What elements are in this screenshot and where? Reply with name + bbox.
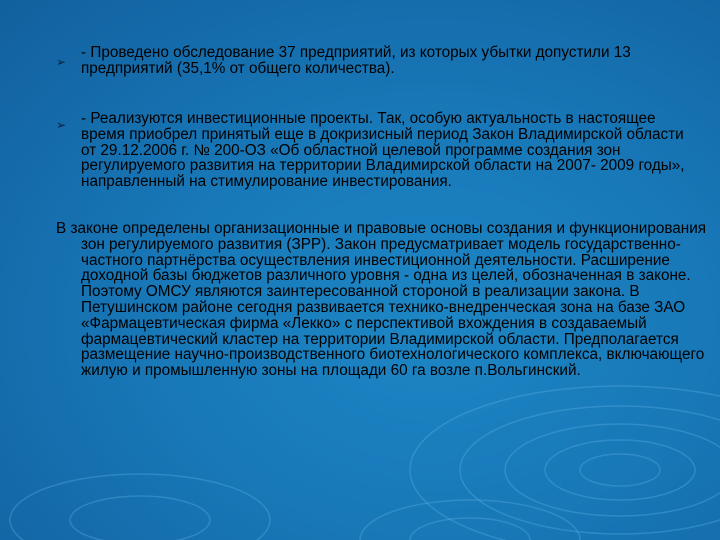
arrow-bullet-icon: ➢ [56,118,67,132]
paragraph-investment-projects: - Реализуются инвестиционные проекты. Так, особую актуальность в настоящее время приобрел принятый еще в докризисный период Закон Владимирской области от 29.12.2006 г. № 200-ОЗ «Об областной целевой программе создания зон регулируемого развития на территории Владимирской области на 2007- 2009 годы», направленный на стимулирование инвестирования. [81,110,685,191]
arrow-bullet-icon: ➢ [56,55,67,69]
paragraph-survey: - Проведено обследование 37 предприятий, из которых убытки допустили 13 предприятий (35,1% от общего количества). [81,44,631,77]
paragraph-law-details: В законе определены организационные и правовые основы создания и функционирования зон регулируемого развития (ЗРР). Закон предусматривает модель государственно-частного партнёрства осуществления инвестиционной деятельности. Расширение доходной базы бюджетов различного уровня - одна из целей, обозначенная в законе. Поэтому ОМСУ являются заинтересованной стороной в реализации закона. В Петушинском районе сегодня развивается технико-внедренческая зона на базе ЗАО «Фармацевтическая фирма «Лекко» с перспективой вхождения в создаваемый фармацевтический кластер на территории Владимирской области. Предполагается размещение научно-производственного биотехнологического комплекса, включающего жилую и промышленную зоны на площади 60 га возле п.Вольгинский. [56,220,707,380]
